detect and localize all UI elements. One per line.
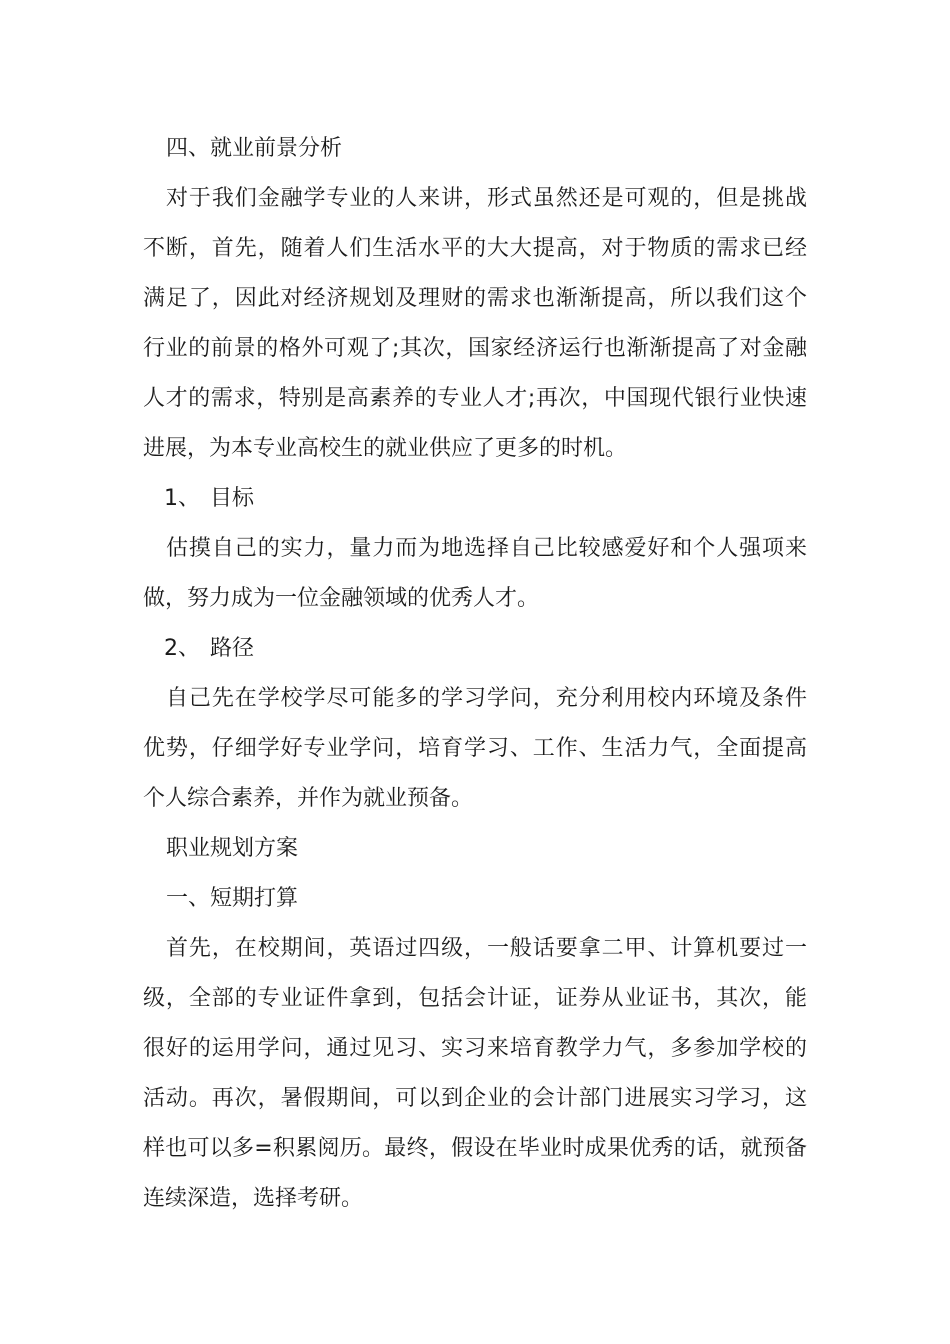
list-item-number: 1、 — [164, 486, 200, 511]
paragraph-line: 进展，为本专业高校生的就业供应了更多的时机。 — [143, 436, 628, 461]
paragraph-line: 行业的前景的格外可观了;其次，国家经济运行也渐渐提高了对金融 — [143, 336, 807, 361]
paragraph-line: 个人综合素养，并作为就业预备。 — [143, 786, 474, 811]
paragraph-line: 级，全部的专业证件拿到，包括会计证，证券从业证书，其次，能 — [143, 986, 807, 1011]
paragraph-short-term-plan — [143, 924, 807, 1224]
paragraph-line: 样也可以多=积累阅历。最终，假设在毕业时成果优秀的话，就预备 — [143, 1136, 807, 1161]
paragraph-line: 首先，在校期间，英语过四级，一般话要拿二甲、计算机要过一 — [166, 936, 807, 961]
paragraph-path — [143, 674, 807, 824]
list-item-goal — [143, 474, 807, 524]
paragraph-line: 满足了，因此对经济规划及理财的需求也渐渐提高，所以我们这个 — [143, 286, 807, 311]
list-item-label: 路径 — [210, 636, 255, 661]
list-item-path — [143, 624, 807, 674]
section-heading-short-term-plan: 一、短期打算 — [166, 886, 299, 911]
paragraph-line: 优势，仔细学好专业学问，培育学习、工作、生活力气，全面提高 — [143, 736, 807, 761]
section-heading-employment-outlook: 四、就业前景分析 — [166, 136, 343, 161]
paragraph-line: 自己先在学校学尽可能多的学习学问，充分利用校内环境及条件 — [166, 686, 807, 711]
paragraph-line: 连续深造，选择考研。 — [143, 1186, 364, 1211]
paragraph-line: 做，努力成为一位金融领域的优秀人才。 — [143, 586, 540, 611]
paragraph-line: 不断，首先，随着人们生活水平的大大提高，对于物质的需求已经 — [143, 236, 807, 261]
paragraph-line: 很好的运用学问，通过见习、实习来培育教学力气，多参加学校的 — [143, 1036, 807, 1061]
paragraph-line: 活动。再次，暑假期间，可以到企业的会计部门进展实习学习，这 — [143, 1086, 807, 1111]
list-item-label: 目标 — [210, 486, 255, 511]
document-body — [143, 124, 807, 1224]
paragraph-line: 估摸自己的实力，量力而为地选择自己比较感爱好和个人强项来 — [166, 536, 807, 561]
paragraph-goal — [143, 524, 807, 624]
paragraph-line: 对于我们金融学专业的人来讲，形式虽然还是可观的，但是挑战 — [166, 186, 807, 211]
list-item-number: 2、 — [164, 636, 200, 661]
paragraph-employment-outlook — [143, 174, 807, 474]
paragraph-line: 人才的需求，特别是高素养的专业人才;再次，中国现代银行业快速 — [143, 386, 807, 411]
section-heading-career-plan: 职业规划方案 — [166, 836, 299, 861]
